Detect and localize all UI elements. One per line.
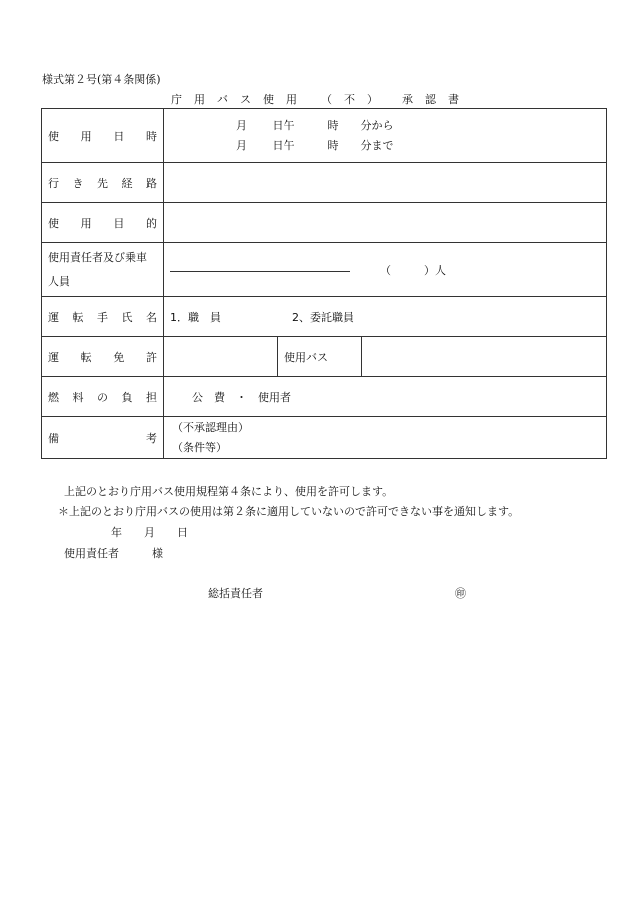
remarks-reason-line: （不承認理由） xyxy=(172,420,249,434)
label-bus-used: 使用バス xyxy=(278,337,362,377)
row-remarks xyxy=(42,417,607,459)
driver-option-staff[interactable]: 1．職 員 xyxy=(170,310,221,324)
label-char: 料 xyxy=(72,390,84,404)
label-char: 手 xyxy=(97,310,108,324)
label-fuel-burden xyxy=(42,377,164,417)
label-line: 使用責任者及び乗車 xyxy=(48,250,147,264)
label-driver-name xyxy=(42,297,164,337)
denial-notice: ＊上記のとおり庁用バスの使用は第２条に適用していないので許可できない事を通知します。 xyxy=(58,505,520,518)
label-char: 目 xyxy=(113,216,125,230)
title-char: 庁 xyxy=(171,93,182,106)
label-char: 使 xyxy=(48,216,59,230)
row-responsible-passengers xyxy=(42,243,607,297)
label-char: 名 xyxy=(146,310,157,324)
field-driver-license[interactable] xyxy=(164,337,278,377)
label-char: 行 xyxy=(48,176,59,190)
notice-date: 年 月 日 xyxy=(111,526,188,539)
label-char: 転 xyxy=(72,310,84,324)
fuel-options: 公 費 ・ 使用者 xyxy=(192,390,291,404)
row-fuel-burden xyxy=(42,377,607,417)
label-char: 路 xyxy=(146,176,157,190)
title-char: ） xyxy=(367,93,378,106)
document-title xyxy=(0,91,630,107)
label-char: 転 xyxy=(80,350,92,364)
title-char: 承 xyxy=(402,93,413,106)
label-char: 時 xyxy=(145,129,157,143)
label-char: 燃 xyxy=(48,390,59,404)
field-driver-name[interactable] xyxy=(164,297,607,337)
label-char: 日 xyxy=(113,129,125,143)
label-char: き xyxy=(72,176,84,190)
addressee-line: 使用責任者 様 xyxy=(64,547,163,560)
label-usage-purpose xyxy=(42,203,164,243)
label-char: 運 xyxy=(48,310,59,324)
label-char: 先 xyxy=(97,176,108,190)
title-char: 使 xyxy=(263,93,274,106)
signer-title: 総括責任者 xyxy=(208,587,263,600)
title-char: 認 xyxy=(425,93,436,106)
remarks-conditions-line: （条件等） xyxy=(172,440,227,454)
form-number: 様式第２号(第４条関係) xyxy=(42,73,161,86)
datetime-from: 月 日午 時 分から xyxy=(236,118,394,132)
row-usage-datetime xyxy=(42,109,607,163)
row-driver-name xyxy=(42,297,607,337)
title-char: 不 xyxy=(344,93,355,106)
title-char: バ xyxy=(217,93,228,106)
label-remarks xyxy=(42,417,164,459)
title-char: （ xyxy=(321,93,332,106)
title-char: 用 xyxy=(286,93,297,106)
label-char: 的 xyxy=(145,216,157,230)
field-usage-datetime[interactable] xyxy=(164,109,607,163)
label-char: 使 xyxy=(48,129,59,143)
label-destination-route xyxy=(42,163,164,203)
row-usage-purpose xyxy=(42,203,607,243)
label-char: 運 xyxy=(48,350,59,364)
responsible-name-line xyxy=(170,270,350,272)
field-responsible-passengers[interactable] xyxy=(164,243,607,297)
row-destination-route xyxy=(42,163,607,203)
field-destination-route[interactable] xyxy=(164,163,607,203)
datetime-to: 月 日午 時 分まで xyxy=(236,138,394,152)
label-responsible-passengers xyxy=(42,243,164,297)
row-driver-license xyxy=(42,337,607,377)
field-usage-purpose[interactable] xyxy=(164,203,607,243)
field-remarks[interactable] xyxy=(164,417,607,459)
label-driver-license xyxy=(42,337,164,377)
seal-mark: ㊞ xyxy=(455,587,466,600)
label-char: 考 xyxy=(146,431,157,445)
label-line: 人員 xyxy=(48,274,70,288)
label-char: 用 xyxy=(80,129,92,143)
label-usage-datetime xyxy=(42,109,164,163)
approval-notice: 上記のとおり庁用バス使用規程第４条により、使用を許可します。 xyxy=(64,485,394,498)
approval-form-table xyxy=(41,108,607,459)
label-char: 経 xyxy=(121,176,133,190)
title-char: 書 xyxy=(448,93,459,106)
passenger-count: （ ）人 xyxy=(380,263,446,277)
label-char: の xyxy=(97,390,108,404)
label-char: 備 xyxy=(48,431,59,445)
label-char: 負 xyxy=(121,390,133,404)
label-char: 担 xyxy=(146,390,157,404)
label-char: 許 xyxy=(145,350,157,364)
label-char: 免 xyxy=(113,350,125,364)
label-char: 氏 xyxy=(121,310,133,324)
field-bus-used[interactable] xyxy=(362,337,607,377)
label-char: 用 xyxy=(80,216,92,230)
title-char: 用 xyxy=(194,93,205,106)
driver-option-contract-staff[interactable]: 2、委託職員 xyxy=(292,310,354,324)
field-fuel-burden[interactable] xyxy=(164,377,607,417)
title-char: ス xyxy=(240,93,251,106)
